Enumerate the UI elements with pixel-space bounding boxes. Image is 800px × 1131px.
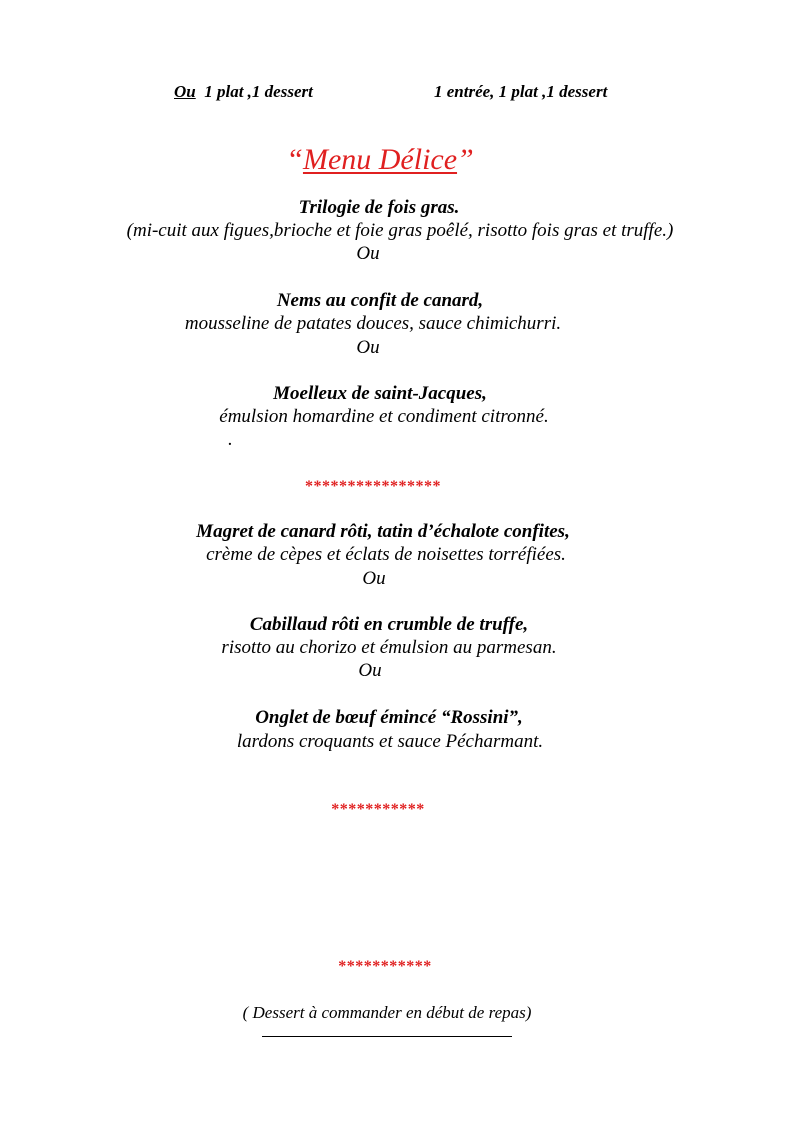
entree-1-desc: (mi-cuit aux figues,brioche et foie gras poêlé, risotto fois gras et truffe.) (126, 220, 674, 241)
stars-separator-2: *********** (331, 801, 425, 818)
option-left-label: 1 plat ,1 dessert (204, 82, 313, 101)
plat-3-desc: lardons croquants et sauce Pécharmant. (236, 731, 544, 752)
stars-separator-1: **************** (305, 478, 441, 495)
entree-2-desc: mousseline de patates douces, sauce chimichurri. (184, 313, 562, 334)
title-open-quote: “ (286, 143, 303, 176)
plat-1-desc: crème de cèpes et éclats de noisettes torréfiées. (206, 544, 566, 565)
plat-2-name: Cabillaud rôti en crumble de truffe, (249, 614, 529, 635)
option-right: 1 entrée, 1 plat ,1 dessert (434, 82, 608, 101)
dessert-note: ( Dessert à commander en début de repas) (242, 1003, 532, 1022)
entree-1-name: Trilogie de fois gras. (298, 197, 460, 218)
plat-1-name: Magret de canard rôti, tatin d’échalote confites, (196, 521, 570, 542)
option-prefix: Ou (174, 82, 196, 101)
menu-title-text: Menu Délice (302, 143, 458, 176)
separator-ou: Ou (356, 243, 380, 264)
footer-underline (262, 1036, 512, 1037)
entree-3-name: Moelleux de saint-Jacques, (273, 383, 487, 404)
stars-separator-3: *********** (338, 958, 432, 975)
separator-ou: Ou (356, 337, 380, 358)
menu-title (286, 143, 473, 177)
separator-ou: Ou (362, 568, 386, 589)
entree-3-desc: émulsion homardine et condiment citronné. (219, 406, 549, 427)
option-left (174, 82, 313, 102)
plat-3-name: Onglet de bœuf émincé “Rossini”, (255, 707, 523, 728)
entree-2-name: Nems au confit de canard, (276, 290, 484, 311)
separator-ou: Ou (358, 660, 382, 681)
stray-dot: . (228, 429, 233, 450)
title-close-quote: ” (457, 143, 474, 176)
plat-2-desc: risotto au chorizo et émulsion au parmesan. (221, 637, 557, 658)
